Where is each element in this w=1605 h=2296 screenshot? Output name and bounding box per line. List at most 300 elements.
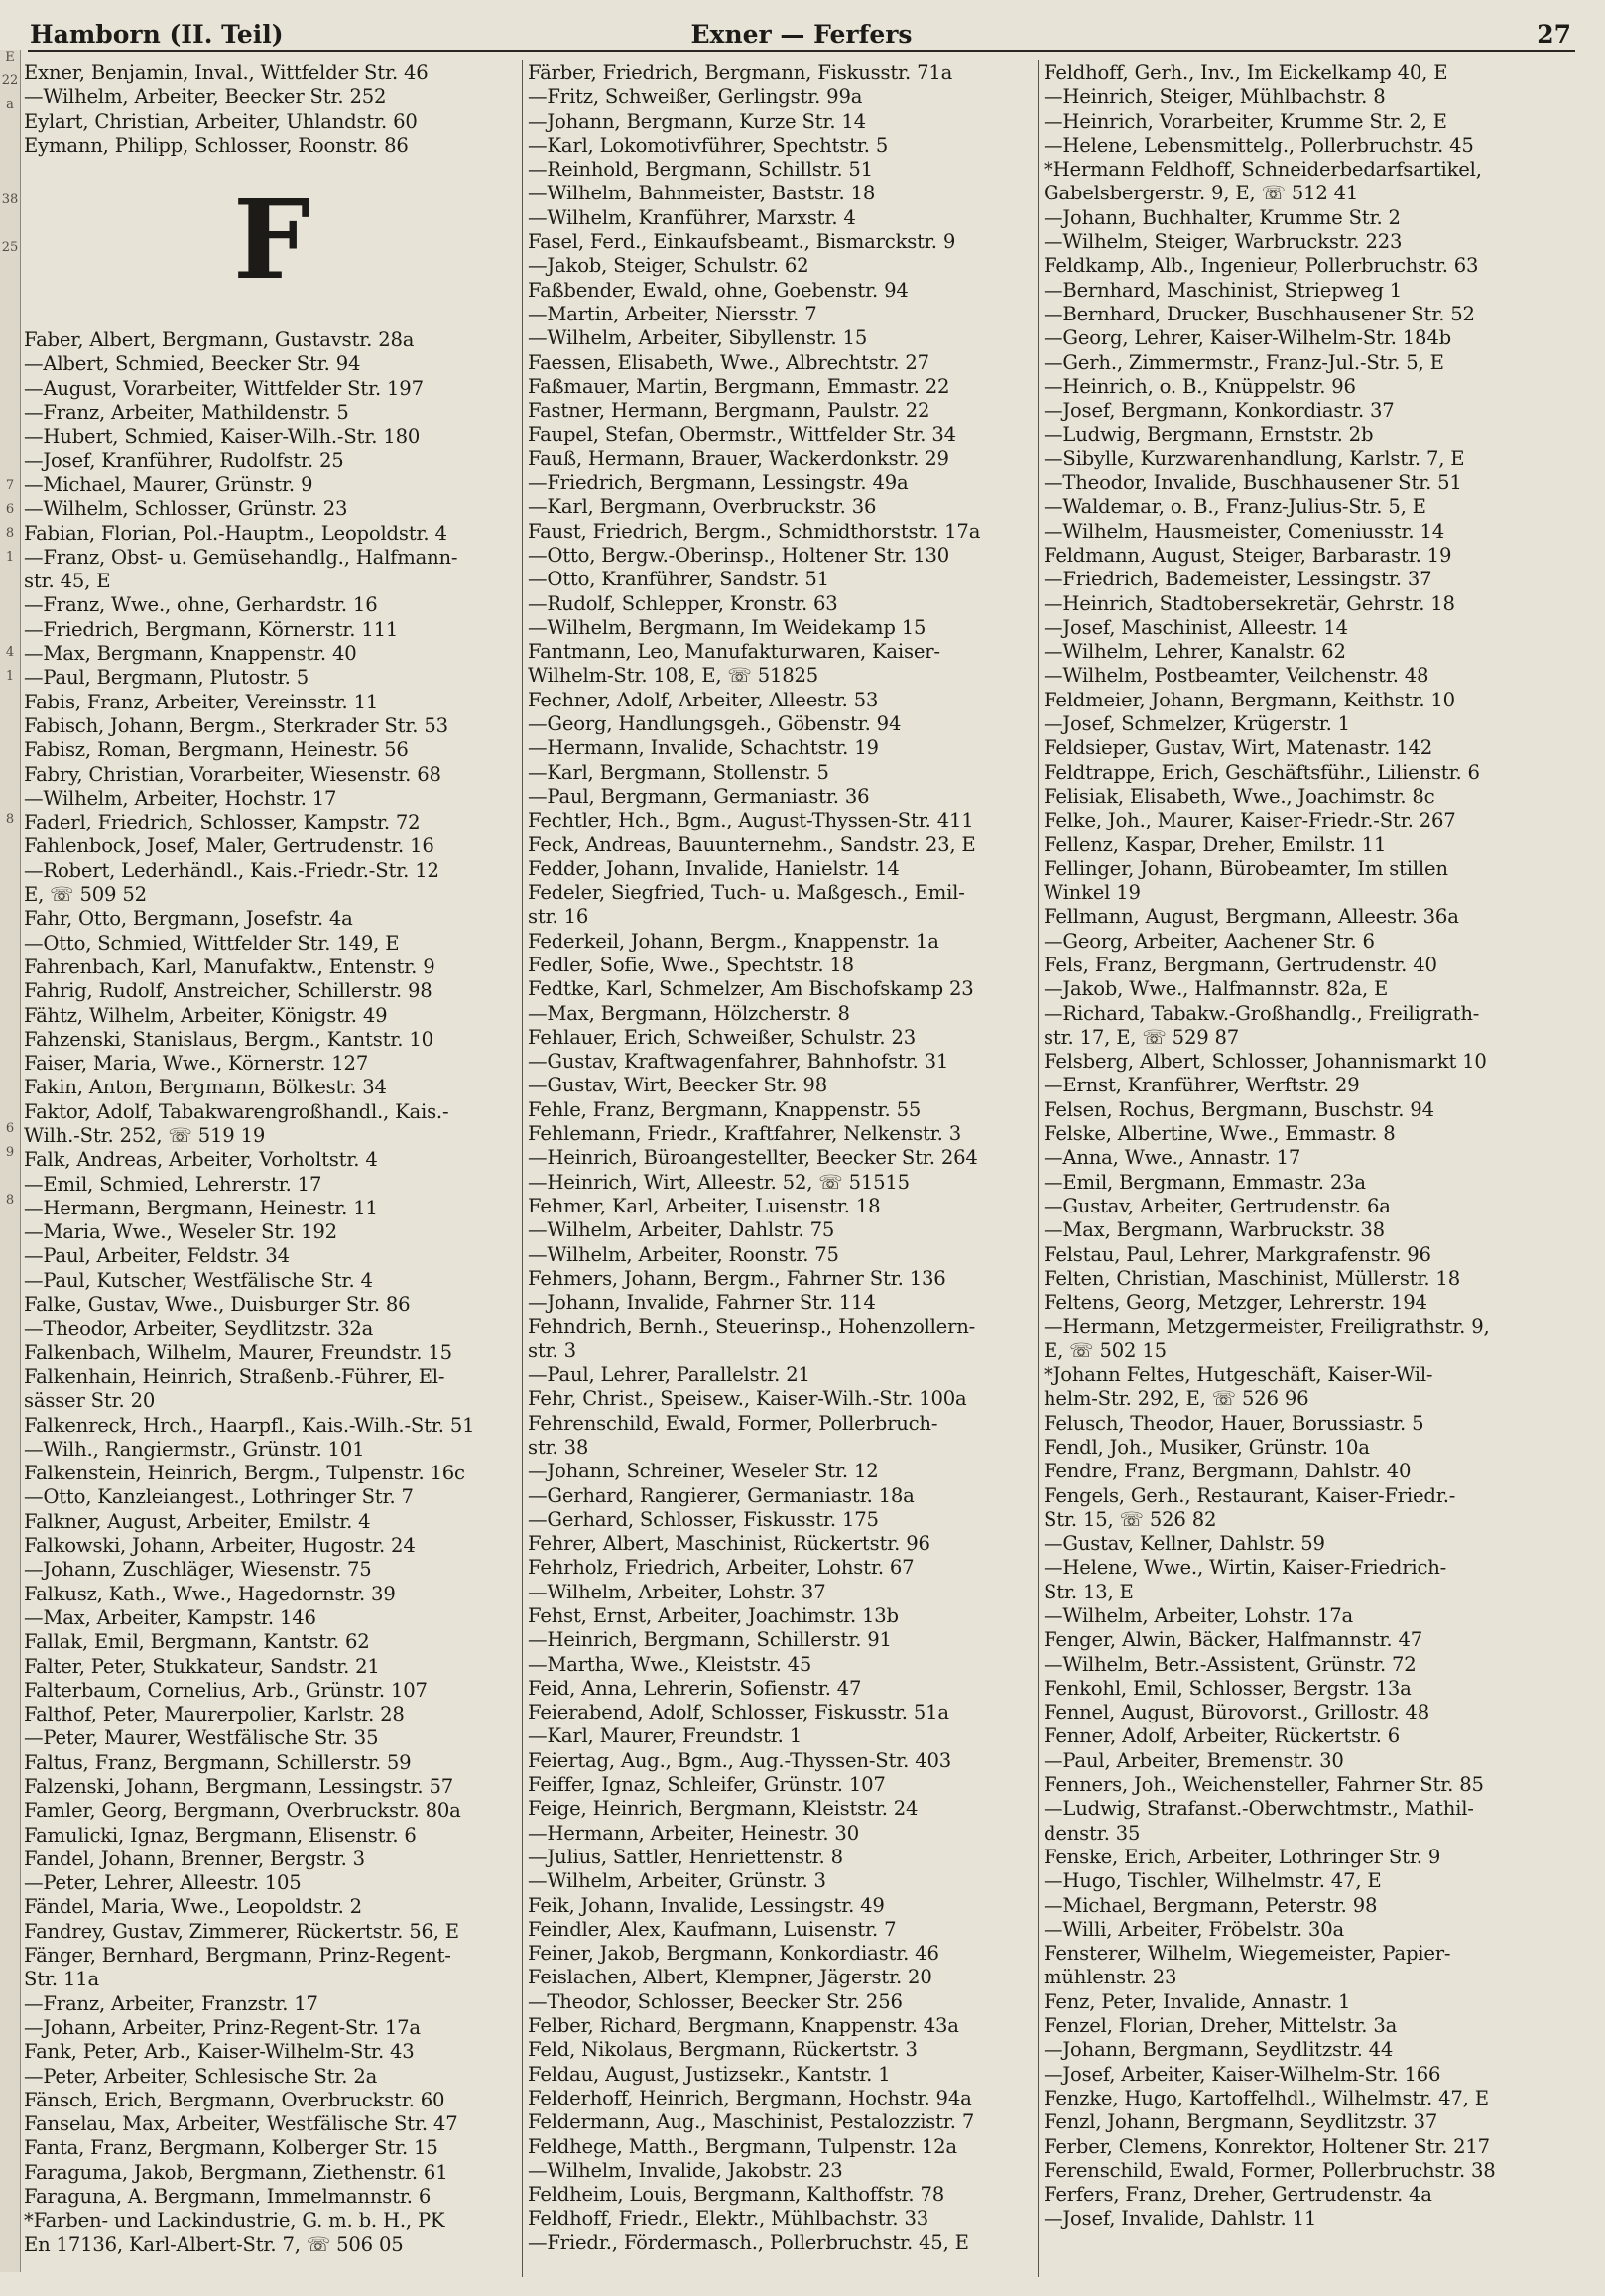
directory-entry: —Martha, Wwe., Kleiststr. 45 xyxy=(528,1652,812,1676)
directory-entry: —Hubert, Schmied, Kaiser-Wilh.-Str. 180 xyxy=(24,425,421,448)
directory-entry: Fandel, Johann, Brenner, Bergstr. 3 xyxy=(24,1847,365,1870)
directory-entry: Faiser, Maria, Wwe., Körnerstr. 127 xyxy=(24,1052,369,1076)
directory-entry: Falkenstein, Heinrich, Bergm., Tulpenstr. 16c xyxy=(24,1462,465,1485)
directory-entry: —Josef, Bergmann, Konkordiastr. 37 xyxy=(1044,399,1395,423)
margin-fragment xyxy=(0,907,20,931)
directory-entry: —Gerhard, Rangierer, Germaniastr. 18a xyxy=(528,1483,915,1507)
margin-fragment xyxy=(0,1216,20,1240)
directory-entry: Fallak, Emil, Bergmann, Kantstr. 62 xyxy=(24,1630,370,1654)
directory-entry: Fändel, Maria, Wwe., Leopoldstr. 2 xyxy=(24,1895,362,1919)
directory-entry: helm-Str. 292, E, ☏ 526 96 xyxy=(1044,1387,1309,1411)
directory-entry: Feldkamp, Alb., Ingenieur, Pollerbruchstr. 63 xyxy=(1044,254,1479,278)
directory-entry: —Wilhelm, Arbeiter, Hochstr. 17 xyxy=(24,786,337,810)
directory-entry: —Max, Arbeiter, Kampstr. 146 xyxy=(24,1605,316,1629)
directory-entry: Fehlauer, Erich, Schweißer, Schulstr. 23 xyxy=(528,1025,916,1049)
directory-entry: Felisiak, Elisabeth, Wwe., Joachimstr. 8c xyxy=(1044,784,1435,808)
directory-entry: Feislachen, Albert, Klempner, Jägerstr. 20 xyxy=(528,1966,932,1989)
directory-entry: —Hermann, Bergmann, Heinestr. 11 xyxy=(24,1196,378,1219)
directory-entry: Fehmer, Karl, Arbeiter, Luisenstr. 18 xyxy=(528,1194,881,1217)
directory-entry: Fenzel, Florian, Dreher, Mittelstr. 3a xyxy=(1044,2014,1398,2038)
directory-entry: Feid, Anna, Lehrerin, Sofienstr. 47 xyxy=(528,1676,862,1700)
directory-entry: —Hermann, Metzgermeister, Freiligrathstr. 9, xyxy=(1044,1315,1490,1339)
margin-fragment xyxy=(0,693,20,716)
directory-entry: —Fritz, Schweißer, Gerlingstr. 99a xyxy=(528,85,863,109)
directory-entry: Fauß, Hermann, Brauer, Wackerdonkstr. 29 xyxy=(528,446,949,470)
directory-entry: Fendre, Franz, Bergmann, Dahlstr. 40 xyxy=(1044,1460,1412,1483)
directory-entry: —Paul, Arbeiter, Bremenstr. 30 xyxy=(1044,1748,1344,1772)
directory-entry: —Karl, Lokomotivführer, Spechtstr. 5 xyxy=(528,133,889,157)
directory-entry: —Franz, Arbeiter, Franzstr. 17 xyxy=(24,1991,318,2015)
directory-entry: Feiner, Jakob, Bergmann, Konkordiastr. 46 xyxy=(528,1942,939,1966)
margin-fragment xyxy=(0,1478,20,1502)
directory-entry: —Heinrich, Wirt, Alleestr. 52, ☏ 51515 xyxy=(528,1170,910,1194)
directory-entry: —Wilhelm, Arbeiter, Lohstr. 37 xyxy=(528,1580,826,1603)
directory-entry: Fehrer, Albert, Maschinist, Rückertstr. 96 xyxy=(528,1532,930,1556)
directory-entry: —Paul, Lehrer, Parallelstr. 21 xyxy=(528,1363,810,1387)
margin-fragment xyxy=(0,431,20,454)
directory-entry: Fasel, Ferd., Einkaufsbeamt., Bismarckstr. 9 xyxy=(528,230,956,254)
directory-entry: —Friedrich, Bergmann, Lessingstr. 49a xyxy=(528,471,909,495)
margin-fragment: a xyxy=(6,97,14,112)
directory-entry: —Wilhelm, Arbeiter, Lohstr. 17a xyxy=(1044,1604,1353,1627)
directory-entry: —Heinrich, Steiger, Mühlbachstr. 8 xyxy=(1044,85,1386,109)
margin-fragment xyxy=(0,955,20,978)
directory-entry: Falkner, August, Arbeiter, Emilstr. 4 xyxy=(24,1509,371,1533)
margin-fragment xyxy=(0,1240,20,1264)
directory-entry: Fahlenbock, Josef, Maler, Gertrudenstr. 16 xyxy=(24,834,434,858)
directory-entry: Fehmers, Johann, Bergm., Fahrner Str. 136 xyxy=(528,1266,946,1290)
directory-entry: —Josef, Maschinist, Alleestr. 14 xyxy=(1044,615,1348,639)
directory-entry: —Julius, Sattler, Henriettenstr. 8 xyxy=(528,1845,843,1868)
margin-fragment xyxy=(0,454,20,478)
directory-entry: Fensterer, Wilhelm, Wiegemeister, Papier- xyxy=(1044,1942,1451,1966)
directory-entry: —Wilhelm, Hausmeister, Comeniusstr. 14 xyxy=(1044,519,1444,543)
margin-fragment xyxy=(0,1407,20,1431)
directory-entry: Fehle, Franz, Bergmann, Knappenstr. 55 xyxy=(528,1097,922,1121)
margin-fragment: 1 xyxy=(5,669,15,684)
directory-entry: —Otto, Kranführer, Sandstr. 51 xyxy=(528,568,829,591)
directory-entry: Feldheim, Louis, Bergmann, Kalthoffstr. 78 xyxy=(528,2183,945,2207)
directory-entry: Fanselau, Max, Arbeiter, Westfälische Str. 47 xyxy=(24,2112,458,2136)
directory-entry: —Friedrich, Bergmann, Körnerstr. 111 xyxy=(24,617,399,641)
directory-entry: Fanta, Franz, Bergmann, Kolberger Str. 15 xyxy=(24,2136,438,2160)
directory-entry: Feldmeier, Johann, Bergmann, Keithstr. 10 xyxy=(1044,688,1455,711)
directory-entry: Feige, Heinrich, Bergmann, Kleiststr. 24 xyxy=(528,1797,919,1821)
margin-fragment xyxy=(0,1431,20,1455)
directory-entry: E, ☏ 509 52 xyxy=(24,883,147,907)
directory-entry: Fels, Franz, Bergmann, Gertrudenstr. 40 xyxy=(1044,953,1437,976)
directory-entry: —Josef, Invalide, Dahlstr. 11 xyxy=(1044,2207,1317,2231)
directory-entry: —Johann, Bergmann, Seydlitzstr. 44 xyxy=(1044,2038,1394,2062)
directory-entry: Faltus, Franz, Bergmann, Schillerstr. 59 xyxy=(24,1750,412,1774)
directory-entry: —Johann, Bergmann, Kurze Str. 14 xyxy=(528,109,866,133)
directory-entry: —Wilhelm, Postbeamter, Veilchenstr. 48 xyxy=(1044,664,1429,688)
directory-entry: —Peter, Lehrer, Alleestr. 105 xyxy=(24,1871,302,1895)
margin-fragment xyxy=(0,1002,20,1026)
margin-fragment xyxy=(0,1574,20,1597)
directory-entry: —Wilhelm, Bergmann, Im Weidekamp 15 xyxy=(528,615,926,639)
margin-fragment: 38 xyxy=(1,192,19,207)
directory-entry: str. 38 xyxy=(528,1435,589,1459)
directory-entry: Eymann, Philipp, Schlosser, Roonstr. 86 xyxy=(24,133,409,157)
directory-entry: Falkenreck, Hrch., Haarpfl., Kais.-Wilh.-Str. 51 xyxy=(24,1413,475,1437)
margin-fragment xyxy=(0,1812,20,1836)
directory-entry: —Helene, Wwe., Wirtin, Kaiser-Friedrich- xyxy=(1044,1556,1447,1580)
directory-entry: —Maria, Wwe., Weseler Str. 192 xyxy=(24,1220,337,1244)
page-header xyxy=(28,14,1575,52)
directory-entry: Fehrholz, Friedrich, Arbeiter, Lohstr. 67 xyxy=(528,1556,915,1580)
margin-fragment xyxy=(0,1502,20,1526)
margin-fragment xyxy=(0,788,20,812)
directory-entry: —Gustav, Kellner, Dahlstr. 59 xyxy=(1044,1532,1325,1556)
margin-fragment xyxy=(0,1026,20,1050)
directory-entry: Feik, Johann, Invalide, Lessingstr. 49 xyxy=(528,1893,885,1917)
directory-entry: Fahzenski, Stanislaus, Bergm., Kantstr. 10 xyxy=(24,1027,433,1051)
directory-entry: Fabian, Florian, Pol.-Hauptm., Leopoldstr. 4 xyxy=(24,521,447,545)
margin-fragment: E xyxy=(5,50,15,64)
directory-entry: str. 45, E xyxy=(24,570,111,593)
directory-entry: —Ernst, Kranführer, Werftstr. 29 xyxy=(1044,1074,1360,1097)
section-letter: F xyxy=(232,176,311,305)
margin-fragment xyxy=(0,931,20,955)
directory-entry: —Rudolf, Schlepper, Kronstr. 63 xyxy=(528,591,838,615)
directory-entry: —Josef, Schmelzer, Krügerstr. 1 xyxy=(1044,712,1350,736)
directory-entry: Färber, Friedrich, Bergmann, Fiskusstr. 71a xyxy=(528,62,953,84)
directory-entry: Faber, Albert, Bergmann, Gustavstr. 28a xyxy=(24,328,415,352)
directory-entry: —Johann, Invalide, Fahrner Str. 114 xyxy=(528,1291,876,1315)
left-margin-fragment xyxy=(0,50,21,2272)
margin-fragment xyxy=(0,1597,20,1621)
directory-entry: —Josef, Arbeiter, Kaiser-Wilhelm-Str. 166 xyxy=(1044,2062,1441,2086)
margin-fragment: 8 xyxy=(5,526,15,541)
directory-entry: Fenners, Joh., Weichensteller, Fahrner Str. 85 xyxy=(1044,1773,1484,1797)
directory-entry: Fahrenbach, Karl, Manufaktw., Entenstr. 9 xyxy=(24,955,435,978)
margin-fragment xyxy=(0,359,20,383)
margin-fragment xyxy=(0,1359,20,1383)
margin-fragment xyxy=(0,1859,20,1883)
directory-entry: str. 3 xyxy=(528,1339,576,1362)
directory-entry: Faraguma, Jakob, Bergmann, Ziethenstr. 61 xyxy=(24,2160,448,2184)
section-title: Hamborn (II. Teil) xyxy=(30,20,284,49)
directory-entry: Feldtrappe, Erich, Geschäftsführ., Lilienstr. 6 xyxy=(1044,760,1480,784)
directory-entry: Ferfers, Franz, Dreher, Gertrudenstr. 4a xyxy=(1044,2183,1432,2207)
directory-entry: —Michael, Bergmann, Peterstr. 98 xyxy=(1044,1893,1378,1917)
directory-column-3 xyxy=(1044,62,1579,2232)
margin-fragment xyxy=(0,264,20,288)
directory-entry: —Hermann, Invalide, Schachtstr. 19 xyxy=(528,736,879,760)
directory-entry: Felderhoff, Heinrich, Bergmann, Hochstr. 94a xyxy=(528,2086,972,2109)
margin-fragment xyxy=(0,835,20,859)
directory-entry: —Anna, Wwe., Annastr. 17 xyxy=(1044,1146,1301,1170)
directory-entry: Fedder, Johann, Invalide, Hanielstr. 14 xyxy=(528,856,900,880)
directory-entry: —Hermann, Arbeiter, Heinestr. 30 xyxy=(528,1821,859,1845)
directory-entry: Fehlemann, Friedr., Kraftfahrer, Nelkenstr. 3 xyxy=(528,1122,961,1146)
directory-entry: Fenkohl, Emil, Schlosser, Bergstr. 13a xyxy=(1044,1676,1412,1700)
directory-entry: Faessen, Elisabeth, Wwe., Albrechtstr. 27 xyxy=(528,350,929,374)
directory-entry: Feldhoff, Gerh., Inv., Im Eickelkamp 40, E xyxy=(1044,62,1448,84)
directory-entry: —Heinrich, o. B., Knüppelstr. 96 xyxy=(1044,374,1356,398)
directory-entry: —Paul, Arbeiter, Feldstr. 34 xyxy=(24,1244,290,1268)
margin-fragment: 22 xyxy=(1,73,19,88)
margin-fragment xyxy=(0,1764,20,1788)
directory-entry: Wilhelm-Str. 108, E, ☏ 51825 xyxy=(528,664,819,688)
column-1-preceding-entries xyxy=(24,62,520,158)
page-number: 27 xyxy=(1537,20,1571,49)
margin-fragment: 6 xyxy=(5,502,15,517)
directory-entry: Fabry, Christian, Vorarbeiter, Wiesenstr. 68 xyxy=(24,762,441,786)
directory-entry: —Albert, Schmied, Beecker Str. 94 xyxy=(24,352,361,376)
directory-entry: Falzenski, Johann, Bergmann, Lessingstr. 57 xyxy=(24,1775,453,1798)
directory-entry: —Theodor, Arbeiter, Seydlitzstr. 32a xyxy=(24,1317,374,1340)
margin-fragment xyxy=(0,597,20,621)
directory-entry: Feldhege, Matth., Bergmann, Tulpenstr. 12a xyxy=(528,2134,957,2158)
directory-entry: Falter, Peter, Stukkateur, Sandstr. 21 xyxy=(24,1654,380,1678)
margin-fragment: 6 xyxy=(5,1121,15,1136)
directory-entry: —Johann, Zuschläger, Wiesenstr. 75 xyxy=(24,1558,372,1582)
directory-entry: Felsberg, Albert, Schlosser, Johannismarkt 10 xyxy=(1044,1050,1487,1074)
directory-entry: Falkenhain, Heinrich, Straßenb.-Führer, El- xyxy=(24,1364,445,1388)
directory-entry: Fedler, Sofie, Wwe., Spechtstr. 18 xyxy=(528,953,854,976)
margin-fragment xyxy=(0,1383,20,1407)
directory-entry: Falthof, Peter, Maurerpolier, Karlstr. 28 xyxy=(24,1703,405,1726)
margin-fragment xyxy=(0,335,20,359)
margin-fragment xyxy=(0,1312,20,1336)
directory-entry: —Johann, Arbeiter, Prinz-Regent-Str. 17a xyxy=(24,2015,421,2039)
directory-entry: —Georg, Arbeiter, Aachener Str. 6 xyxy=(1044,929,1375,953)
directory-entry: —Heinrich, Büroangestellter, Beecker Str. 264 xyxy=(528,1146,978,1170)
directory-entry: —Wilhelm, Kranführer, Marxstr. 4 xyxy=(528,205,856,229)
margin-fragment: 8 xyxy=(5,812,15,827)
column-divider xyxy=(1038,60,1039,2277)
margin-fragment xyxy=(0,1050,20,1074)
column-1-entries xyxy=(24,328,520,2257)
directory-entry: —Paul, Bergmann, Plutostr. 5 xyxy=(24,666,309,690)
margin-fragment xyxy=(0,1455,20,1478)
margin-fragment xyxy=(0,716,20,740)
directory-entry: —Wilhelm, Arbeiter, Roonstr. 75 xyxy=(528,1242,839,1266)
directory-entry: —Wilhelm, Bahnmeister, Baststr. 18 xyxy=(528,182,876,205)
directory-entry: Falkowski, Johann, Arbeiter, Hugostr. 24 xyxy=(24,1534,416,1558)
margin-fragment xyxy=(0,1645,20,1669)
directory-entry: —Georg, Handlungsgeh., Göbenstr. 94 xyxy=(528,712,902,736)
directory-entry: Faßmauer, Martin, Bergmann, Emmastr. 22 xyxy=(528,374,950,398)
directory-entry: Faupel, Stefan, Obermstr., Wittfelder Str. 34 xyxy=(528,423,956,446)
directory-entry: Eylart, Christian, Arbeiter, Uhlandstr. 60 xyxy=(24,109,418,133)
directory-entry: Feiffer, Ignaz, Schleifer, Grünstr. 107 xyxy=(528,1773,886,1797)
directory-entry: Feldmann, August, Steiger, Barbarastr. 19 xyxy=(1044,543,1452,567)
directory-entry: —Bernhard, Drucker, Buschhausener Str. 52 xyxy=(1044,302,1475,325)
directory-entry: Felske, Albertine, Wwe., Emmastr. 8 xyxy=(1044,1122,1396,1146)
directory-column-2 xyxy=(528,62,1034,2255)
directory-entry: Fahr, Otto, Bergmann, Josefstr. 4a xyxy=(24,907,353,931)
margin-fragment xyxy=(0,312,20,335)
margin-fragment: 1 xyxy=(5,550,15,565)
directory-entry: Fedtke, Karl, Schmelzer, Am Bischofskamp 23 xyxy=(528,977,974,1001)
running-title: Exner — Ferfers xyxy=(690,20,913,49)
directory-entry: Feck, Andreas, Bauunternehm., Sandstr. 23, E xyxy=(528,832,976,856)
directory-entry: E, ☏ 502 15 xyxy=(1044,1339,1167,1362)
directory-entry: —Bernhard, Maschinist, Striepweg 1 xyxy=(1044,278,1403,302)
margin-fragment xyxy=(0,1669,20,1693)
directory-entry: —Wilhelm, Steiger, Warbruckstr. 223 xyxy=(1044,230,1403,254)
directory-entry: —Franz, Wwe., ohne, Gerhardstr. 16 xyxy=(24,593,378,617)
directory-entry: —Peter, Arbeiter, Schlesische Str. 2a xyxy=(24,2064,378,2088)
margin-fragment xyxy=(0,574,20,597)
directory-entry: —Heinrich, Stadtobersekretär, Gehrstr. 18 xyxy=(1044,591,1455,615)
margin-fragment xyxy=(0,1788,20,1812)
directory-entry: —Helene, Lebensmittelg., Pollerbruchstr. 45 xyxy=(1044,133,1474,157)
directory-entry: —Wilhelm, Arbeiter, Grünstr. 3 xyxy=(528,1869,826,1893)
directory-entry: —Emil, Schmied, Lehrerstr. 17 xyxy=(24,1172,322,1196)
directory-entry: Str. 13, E xyxy=(1044,1580,1134,1603)
directory-entry: —Jakob, Wwe., Halfmannstr. 82a, E xyxy=(1044,977,1389,1001)
directory-entry: —Wilhelm, Arbeiter, Beecker Str. 252 xyxy=(24,85,387,109)
directory-entry: str. 16 xyxy=(528,905,589,929)
margin-fragment xyxy=(0,145,20,169)
directory-entry: —Theodor, Invalide, Buschhausener Str. 51 xyxy=(1044,471,1462,495)
margin-fragment xyxy=(0,740,20,764)
directory-entry: mühlenstr. 23 xyxy=(1044,1966,1177,1989)
directory-entry: *Johann Feltes, Hutgeschäft, Kaiser-Wil- xyxy=(1044,1363,1433,1387)
margin-fragment xyxy=(0,1169,20,1193)
directory-entry: Famler, Georg, Bergmann, Overbruckstr. 80a xyxy=(24,1799,461,1823)
directory-entry: —Waldemar, o. B., Franz-Julius-Str. 5, E xyxy=(1044,495,1426,519)
directory-entry: —Emil, Bergmann, Emmastr. 23a xyxy=(1044,1170,1366,1194)
directory-entry: Felber, Richard, Bergmann, Knappenstr. 43a xyxy=(528,2014,959,2038)
directory-entry: denstr. 35 xyxy=(1044,1821,1141,1845)
directory-entry: Feldermann, Aug., Maschinist, Pestalozzistr. 7 xyxy=(528,2110,975,2134)
directory-entry: —Michael, Maurer, Grünstr. 9 xyxy=(24,472,313,496)
directory-entry: Fendl, Joh., Musiker, Grünstr. 10a xyxy=(1044,1435,1370,1459)
directory-entry: —Wilhelm, Arbeiter, Sibyllenstr. 15 xyxy=(528,326,868,350)
directory-entry: —Johann, Schreiner, Weseler Str. 12 xyxy=(528,1460,879,1483)
margin-fragment xyxy=(0,383,20,407)
directory-entry: Felstau, Paul, Lehrer, Markgrafenstr. 96 xyxy=(1044,1242,1431,1266)
directory-entry: —Karl, Bergmann, Overbruckstr. 36 xyxy=(528,495,877,519)
directory-entry: Falkusz, Kath., Wwe., Hagedornstr. 39 xyxy=(24,1582,396,1605)
directory-entry: —Paul, Kutscher, Westfälische Str. 4 xyxy=(24,1268,373,1292)
directory-entry: Fehndrich, Bernh., Steuerinsp., Hohenzollern- xyxy=(528,1315,976,1339)
margin-fragment xyxy=(0,1526,20,1550)
margin-fragment: 25 xyxy=(1,240,19,255)
directory-entry: Fenske, Erich, Arbeiter, Lothringer Str. 9 xyxy=(1044,1845,1441,1868)
directory-entry: Falke, Gustav, Wwe., Duisburger Str. 86 xyxy=(24,1293,411,1317)
directory-entry: —Theodor, Schlosser, Beecker Str. 256 xyxy=(528,1989,903,2013)
directory-entry: En 17136, Karl-Albert-Str. 7, ☏ 506 05 xyxy=(24,2232,404,2256)
directory-entry: Feldhoff, Friedr., Elektr., Mühlbachstr. 33 xyxy=(528,2207,928,2231)
directory-entry: Fengels, Gerh., Restaurant, Kaiser-Friedr.- xyxy=(1044,1483,1456,1507)
directory-entry: Feldsieper, Gustav, Wirt, Matenastr. 142 xyxy=(1044,736,1433,760)
directory-entry: Falterbaum, Cornelius, Arb., Grünstr. 107 xyxy=(24,1678,428,1702)
margin-fragment xyxy=(0,859,20,883)
directory-entry: —Otto, Kanzleiangest., Lothringer Str. 7 xyxy=(24,1485,414,1509)
directory-entry: —Paul, Bergmann, Germaniastr. 36 xyxy=(528,784,870,808)
directory-entry: Felten, Christian, Maschinist, Müllerstr. 18 xyxy=(1044,1266,1460,1290)
directory-entry: —Otto, Bergw.-Oberinsp., Holtener Str. 130 xyxy=(528,543,949,567)
directory-entry: Fabisch, Johann, Bergm., Sterkrader Str. 53 xyxy=(24,713,448,737)
directory-entry: Fahrig, Rudolf, Anstreicher, Schillerstr. 98 xyxy=(24,979,432,1003)
directory-entry: —Gustav, Kraftwagenfahrer, Bahnhofstr. 31 xyxy=(528,1050,949,1074)
directory-entry: Winkel 19 xyxy=(1044,881,1141,905)
directory-entry: Fehr, Christ., Speisew., Kaiser-Wilh.-Str. 100a xyxy=(528,1387,967,1411)
directory-entry: Fennel, August, Bürovorst., Grillostr. 48 xyxy=(1044,1701,1429,1724)
directory-entry: —Heinrich, Bergmann, Schillerstr. 91 xyxy=(528,1628,892,1652)
directory-entry: Feldau, August, Justizsekr., Kantstr. 1 xyxy=(528,2062,891,2086)
directory-entry: Wilh.-Str. 252, ☏ 519 19 xyxy=(24,1123,266,1147)
directory-entry: —Josef, Kranführer, Rudolfstr. 25 xyxy=(24,448,344,472)
margin-fragment xyxy=(0,1717,20,1740)
directory-entry: —Wilhelm, Schlosser, Grünstr. 23 xyxy=(24,497,348,521)
directory-entry: —Gerhard, Schlosser, Fiskusstr. 175 xyxy=(528,1507,879,1531)
directory-column-1 xyxy=(24,62,520,2257)
directory-entry: Fakin, Anton, Bergmann, Bölkestr. 34 xyxy=(24,1076,387,1099)
directory-entry: Fantmann, Leo, Manufakturwaren, Kaiser- xyxy=(528,640,940,664)
directory-entry: Faderl, Friedrich, Schlosser, Kampstr. 72 xyxy=(24,811,421,834)
directory-entry: —Reinhold, Bergmann, Schillstr. 51 xyxy=(528,158,873,182)
directory-entry: Famulicki, Ignaz, Bergmann, Elisenstr. 6 xyxy=(24,1823,417,1847)
directory-entry: —Wilhelm, Invalide, Jakobstr. 23 xyxy=(528,2158,843,2182)
directory-entry: Faßbender, Ewald, ohne, Goebenstr. 94 xyxy=(528,278,909,302)
directory-entry: Federkeil, Johann, Bergm., Knappenstr. 1a xyxy=(528,929,939,953)
directory-entry: Fenner, Adolf, Arbeiter, Rückertstr. 6 xyxy=(1044,1724,1400,1748)
directory-entry: Fenger, Alwin, Bäcker, Halfmannstr. 47 xyxy=(1044,1628,1422,1652)
directory-entry: —Gustav, Wirt, Beecker Str. 98 xyxy=(528,1074,827,1097)
directory-entry: Fehst, Ernst, Arbeiter, Joachimstr. 13b xyxy=(528,1604,899,1627)
directory-entry: Fastner, Hermann, Bergmann, Paulstr. 22 xyxy=(528,399,930,423)
directory-entry: sässer Str. 20 xyxy=(24,1389,156,1413)
margin-fragment xyxy=(0,621,20,645)
directory-entry: —August, Vorarbeiter, Wittfelder Str. 197 xyxy=(24,376,424,400)
margin-fragment: 4 xyxy=(5,645,15,660)
margin-fragment xyxy=(0,978,20,1002)
directory-entry: —Peter, Maurer, Westfälische Str. 35 xyxy=(24,1726,379,1750)
directory-entry: —Franz, Arbeiter, Mathildenstr. 5 xyxy=(24,401,349,425)
directory-entry: Fellinger, Johann, Bürobeamter, Im stillen xyxy=(1044,856,1448,880)
directory-entry: Fellenz, Kaspar, Dreher, Emilstr. 11 xyxy=(1044,832,1387,856)
directory-entry: Fank, Peter, Arb., Kaiser-Wilhelm-Str. 43 xyxy=(24,2040,415,2064)
directory-entry: Feld, Nikolaus, Bergmann, Rückertstr. 3 xyxy=(528,2038,918,2062)
margin-fragment xyxy=(0,1288,20,1312)
directory-entry: Fehrenschild, Ewald, Former, Pollerbruch- xyxy=(528,1411,938,1435)
margin-fragment xyxy=(0,288,20,312)
directory-entry: Fenzl, Johann, Bergmann, Seydlitzstr. 37 xyxy=(1044,2110,1438,2134)
directory-entry: Str. 11a xyxy=(24,1968,99,1991)
directory-entry: Ferber, Clemens, Konrektor, Holtener Str. 217 xyxy=(1044,2134,1490,2158)
directory-entry: Fänger, Bernhard, Bergmann, Prinz-Regent- xyxy=(24,1944,451,1968)
directory-entry: —Ludwig, Strafanst.-Oberwchtmstr., Mathil- xyxy=(1044,1797,1474,1821)
directory-entry: Exner, Benjamin, Inval., Wittfelder Str. 46 xyxy=(24,62,429,84)
margin-fragment xyxy=(0,169,20,192)
directory-entry: *Farben- und Lackindustrie, G. m. b. H., PK xyxy=(24,2209,445,2232)
directory-entry: —Max, Bergmann, Knappenstr. 40 xyxy=(24,642,357,666)
directory-entry: Falkenbach, Wilhelm, Maurer, Freundstr. 15 xyxy=(24,1340,452,1364)
margin-fragment: 8 xyxy=(5,1193,15,1208)
directory-entry: —Hugo, Tischler, Wilhelmstr. 47, E xyxy=(1044,1869,1382,1893)
directory-entry: Fabis, Franz, Arbeiter, Vereinsstr. 11 xyxy=(24,690,379,713)
directory-entry: —Heinrich, Vorarbeiter, Krumme Str. 2, E xyxy=(1044,109,1447,133)
directory-entry: Feltens, Georg, Metzger, Lehrerstr. 194 xyxy=(1044,1291,1427,1315)
margin-fragment xyxy=(0,1836,20,1859)
directory-entry: Fechner, Adolf, Arbeiter, Alleestr. 53 xyxy=(528,688,879,711)
margin-fragment xyxy=(0,1097,20,1121)
margin-fragment xyxy=(0,1693,20,1717)
directory-entry: Felsen, Rochus, Bergmann, Buschstr. 94 xyxy=(1044,1097,1434,1121)
directory-entry: Fähtz, Wilhelm, Arbeiter, Königstr. 49 xyxy=(24,1003,388,1027)
directory-entry: Ferenschild, Ewald, Former, Pollerbruchstr. 38 xyxy=(1044,2158,1496,2182)
directory-entry: Felke, Joh., Maurer, Kaiser-Friedr.-Str. 267 xyxy=(1044,809,1456,832)
margin-fragment xyxy=(0,883,20,907)
directory-entry: Str. 15, ☏ 526 82 xyxy=(1044,1507,1217,1531)
